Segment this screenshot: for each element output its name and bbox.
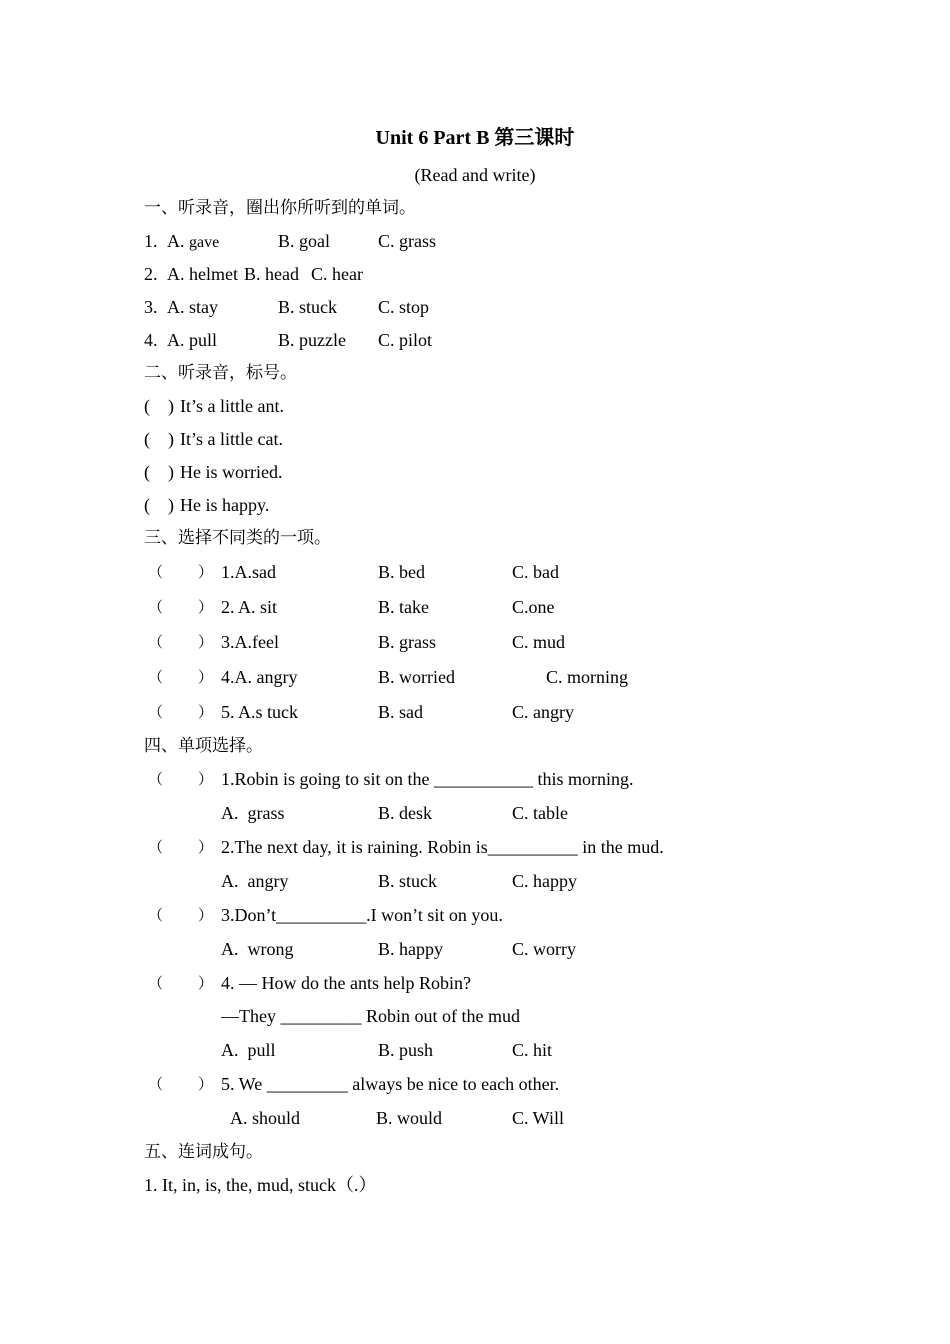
- option-c: C. angry: [512, 702, 574, 722]
- option-c: C. hear: [311, 264, 363, 284]
- answer-blank[interactable]: ( ): [144, 396, 174, 416]
- close-paren[interactable]: ）: [198, 598, 214, 616]
- option-a: 3.A.feel: [221, 632, 279, 652]
- open-paren[interactable]: （: [148, 703, 164, 721]
- open-paren[interactable]: （: [148, 633, 164, 651]
- question-text: 2.The next day, it is raining. Robin is__________ in the mud.: [221, 837, 664, 857]
- section3-heading: 三、选择不同类的一项。: [144, 528, 331, 548]
- option-a: 1.A.sad: [221, 562, 276, 582]
- section4-heading: 四、单项选择。: [144, 736, 263, 756]
- page-title: Unit 6 Part B 第三课时: [375, 127, 575, 149]
- option-a: A. stay: [167, 297, 218, 317]
- option-b: B. stuck: [278, 297, 338, 317]
- close-paren[interactable]: ）: [198, 838, 214, 856]
- answer-blank[interactable]: ( ): [144, 495, 174, 515]
- open-paren[interactable]: （: [148, 598, 164, 616]
- option-c: C. worry: [512, 939, 576, 959]
- option-c: C. happy: [512, 871, 577, 891]
- item-number: 4.: [144, 330, 158, 350]
- close-paren[interactable]: ）: [198, 668, 214, 686]
- open-paren[interactable]: （: [148, 906, 164, 924]
- option-b: B. puzzle: [278, 330, 346, 350]
- option-c: C. stop: [378, 297, 430, 317]
- statement: It’s a little cat.: [180, 429, 283, 449]
- option-a: 5. A.s tuck: [221, 702, 299, 722]
- option-b: B. head: [244, 264, 299, 284]
- question-text: 3.Don’t__________.I won’t sit on you.: [221, 905, 503, 925]
- section1-heading: 一、听录音，圈出你所听到的单词。: [144, 198, 416, 218]
- question-text: 1.Robin is going to sit on the ___________ this morning.: [221, 769, 634, 789]
- answer-blank[interactable]: ( ): [144, 429, 174, 449]
- open-paren[interactable]: （: [148, 563, 164, 581]
- open-paren[interactable]: （: [148, 838, 164, 856]
- option-c: C. bad: [512, 562, 559, 582]
- item-number: 2.: [144, 264, 158, 284]
- close-paren[interactable]: ）: [198, 906, 214, 924]
- option-b: B. desk: [378, 803, 432, 823]
- option-c: C. hit: [512, 1040, 553, 1060]
- option-b: B. worried: [378, 667, 455, 687]
- close-paren[interactable]: ）: [198, 770, 214, 788]
- close-paren[interactable]: ）: [198, 633, 214, 651]
- option-b: B. sad: [378, 702, 423, 722]
- statement: It’s a little ant.: [180, 396, 284, 416]
- option-a: A. wrong: [221, 939, 294, 959]
- option-c: C. mud: [512, 632, 566, 652]
- page-subtitle: (Read and write): [414, 165, 536, 185]
- section5-heading: 五、连词成句。: [144, 1142, 263, 1162]
- option-c: C. morning: [546, 667, 629, 687]
- option-c: C. grass: [378, 231, 436, 251]
- open-paren[interactable]: （: [148, 1075, 164, 1093]
- option-b: B. grass: [378, 632, 436, 652]
- option-c: C. table: [512, 803, 568, 823]
- option-c: C. Will: [512, 1108, 564, 1128]
- option-a: A. pull: [167, 330, 218, 350]
- option-a: 4.A. angry: [221, 667, 298, 687]
- option-a: A. helmet: [167, 264, 238, 284]
- option-b: B. bed: [378, 562, 425, 582]
- option-c: C.one: [512, 597, 555, 617]
- option-b: B. goal: [278, 231, 330, 251]
- option-a: A. grass: [221, 803, 285, 823]
- section5-item-1: 1. It, in, is, the, mud, stuck（.）: [144, 1175, 377, 1195]
- item-number: 3.: [144, 297, 158, 317]
- option-a: A. angry: [221, 871, 289, 891]
- section2-heading: 二、听录音，标号。: [144, 363, 297, 383]
- option-a: A. gave: [167, 231, 220, 251]
- option-c: C. pilot: [378, 330, 433, 350]
- open-paren[interactable]: （: [148, 770, 164, 788]
- question-text: 5. We _________ always be nice to each other.: [221, 1074, 560, 1094]
- option-b: B. happy: [378, 939, 443, 959]
- option-a: 2. A. sit: [221, 597, 278, 617]
- option-b: B. stuck: [378, 871, 438, 891]
- close-paren[interactable]: ）: [198, 563, 214, 581]
- close-paren[interactable]: ）: [198, 974, 214, 992]
- question-text: 4. — How do the ants help Robin?: [221, 973, 471, 993]
- answer-blank[interactable]: ( ): [144, 462, 174, 482]
- close-paren[interactable]: ）: [198, 1075, 214, 1093]
- item-number: 1.: [144, 231, 158, 251]
- open-paren[interactable]: （: [148, 668, 164, 686]
- open-paren[interactable]: （: [148, 974, 164, 992]
- close-paren[interactable]: ）: [198, 703, 214, 721]
- statement: He is happy.: [180, 495, 270, 515]
- option-b: B. would: [376, 1108, 443, 1128]
- option-a: A. pull: [221, 1040, 276, 1060]
- option-a: A. should: [230, 1108, 301, 1128]
- option-b: B. push: [378, 1040, 434, 1060]
- answer-text: —They _________ Robin out of the mud: [221, 1006, 520, 1026]
- option-b: B. take: [378, 597, 429, 617]
- statement: He is worried.: [180, 462, 283, 482]
